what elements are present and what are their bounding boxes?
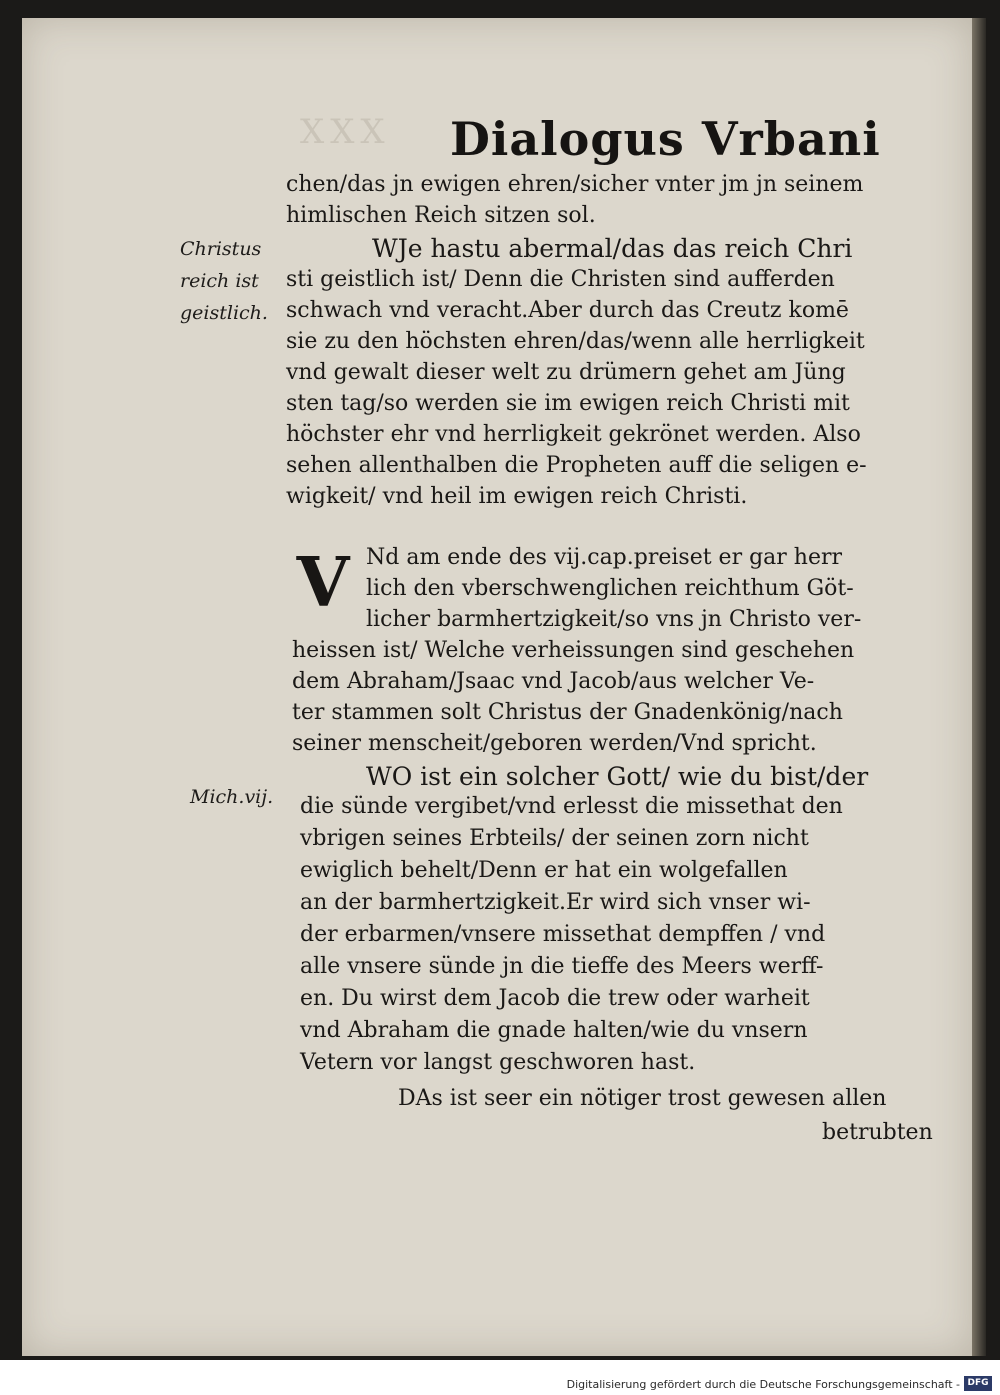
- dfg-logo: DFG: [964, 1376, 992, 1391]
- margin-note-reich-ist: reich ist: [180, 270, 259, 292]
- text-line-13: lich den vberschwenglichen reichthum Göt-: [366, 576, 854, 601]
- text-line-23: an der barmhertzigkeit.Er wird sich vnser wi-: [300, 890, 811, 915]
- text-line-5: schwach vnd veracht.Aber durch das Creutz komē: [286, 298, 849, 323]
- faint-show-through-mark: XXX: [300, 112, 391, 152]
- catchword: betrubten: [822, 1120, 933, 1145]
- text-line-4: sti geistlich ist/ Denn die Christen sind aufferden: [286, 267, 835, 292]
- decorated-initial-letter: V: [296, 543, 350, 623]
- text-line-11: wigkeit/ vnd heil im ewigen reich Christi.: [286, 484, 748, 509]
- text-line-15: heissen ist/ Welche verheissungen sind geschehen: [292, 638, 855, 663]
- text-line-28: Vetern vor langst geschworen hast.: [300, 1050, 696, 1075]
- text-line-29: DAs ist seer ein nötiger trost gewesen allen: [398, 1086, 887, 1111]
- text-line-8: sten tag/so werden sie im ewigen reich Christi mit: [286, 391, 850, 416]
- page-edge: [972, 18, 986, 1356]
- digitization-credit: Digitalisierung gefördert durch die Deutsche Forschungsgemeinschaft -: [566, 1378, 960, 1391]
- text-line-26: en. Du wirst dem Jacob die trew oder warheit: [300, 986, 810, 1011]
- text-line-3: WJe hastu abermal/das das reich Chri: [372, 234, 853, 263]
- text-line-12: Nd am ende des vij.cap.preiset er gar herr: [366, 545, 843, 570]
- text-line-9: höchster ehr vnd herrligkeit gekrönet werden. Also: [286, 422, 861, 447]
- text-line-24: der erbarmen/vnsere missethat dempffen / vnd: [300, 922, 826, 947]
- running-head-title: Dialogus Vrbani: [450, 112, 881, 166]
- text-line-22: ewiglich behelt/Denn er hat ein wolgefallen: [300, 858, 788, 883]
- margin-note-micha: Mich.vij.: [190, 786, 274, 808]
- text-line-19: WO ist ein solcher Gott/ wie du bist/der: [366, 762, 869, 791]
- text-line-27: vnd Abraham die gnade halten/wie du vnsern: [300, 1018, 808, 1043]
- text-line-16: dem Abraham/Jsaac vnd Jacob/aus welcher Ve-: [292, 669, 815, 694]
- text-line-14: licher barmhertzigkeit/so vns jn Christo ver-: [366, 607, 862, 632]
- text-line-2: himlischen Reich sitzen sol.: [286, 203, 596, 228]
- text-line-6: sie zu den höchsten ehren/das/wenn alle herrligkeit: [286, 329, 865, 354]
- text-line-20: die sünde vergibet/vnd erlesst die missethat den: [300, 794, 843, 819]
- margin-note-geistlich: geistlich.: [180, 302, 268, 324]
- text-line-7: vnd gewalt dieser welt zu drümern gehet am Jüng: [286, 360, 846, 385]
- text-line-21: vbrigen seines Erbteils/ der seinen zorn nicht: [300, 826, 809, 851]
- margin-note-christus: Christus: [180, 238, 262, 260]
- text-line-10: sehen allenthalben die Propheten auff die seligen e-: [286, 453, 867, 478]
- text-line-1: chen/das jn ewigen ehren/sicher vnter jm jn seinem: [286, 172, 864, 197]
- text-line-18: seiner menscheit/geboren werden/Vnd spricht.: [292, 731, 817, 756]
- text-line-17: ter stammen solt Christus der Gnadenkönig/nach: [292, 700, 843, 725]
- text-line-25: alle vnsere sünde jn die tieffe des Meers werff-: [300, 954, 824, 979]
